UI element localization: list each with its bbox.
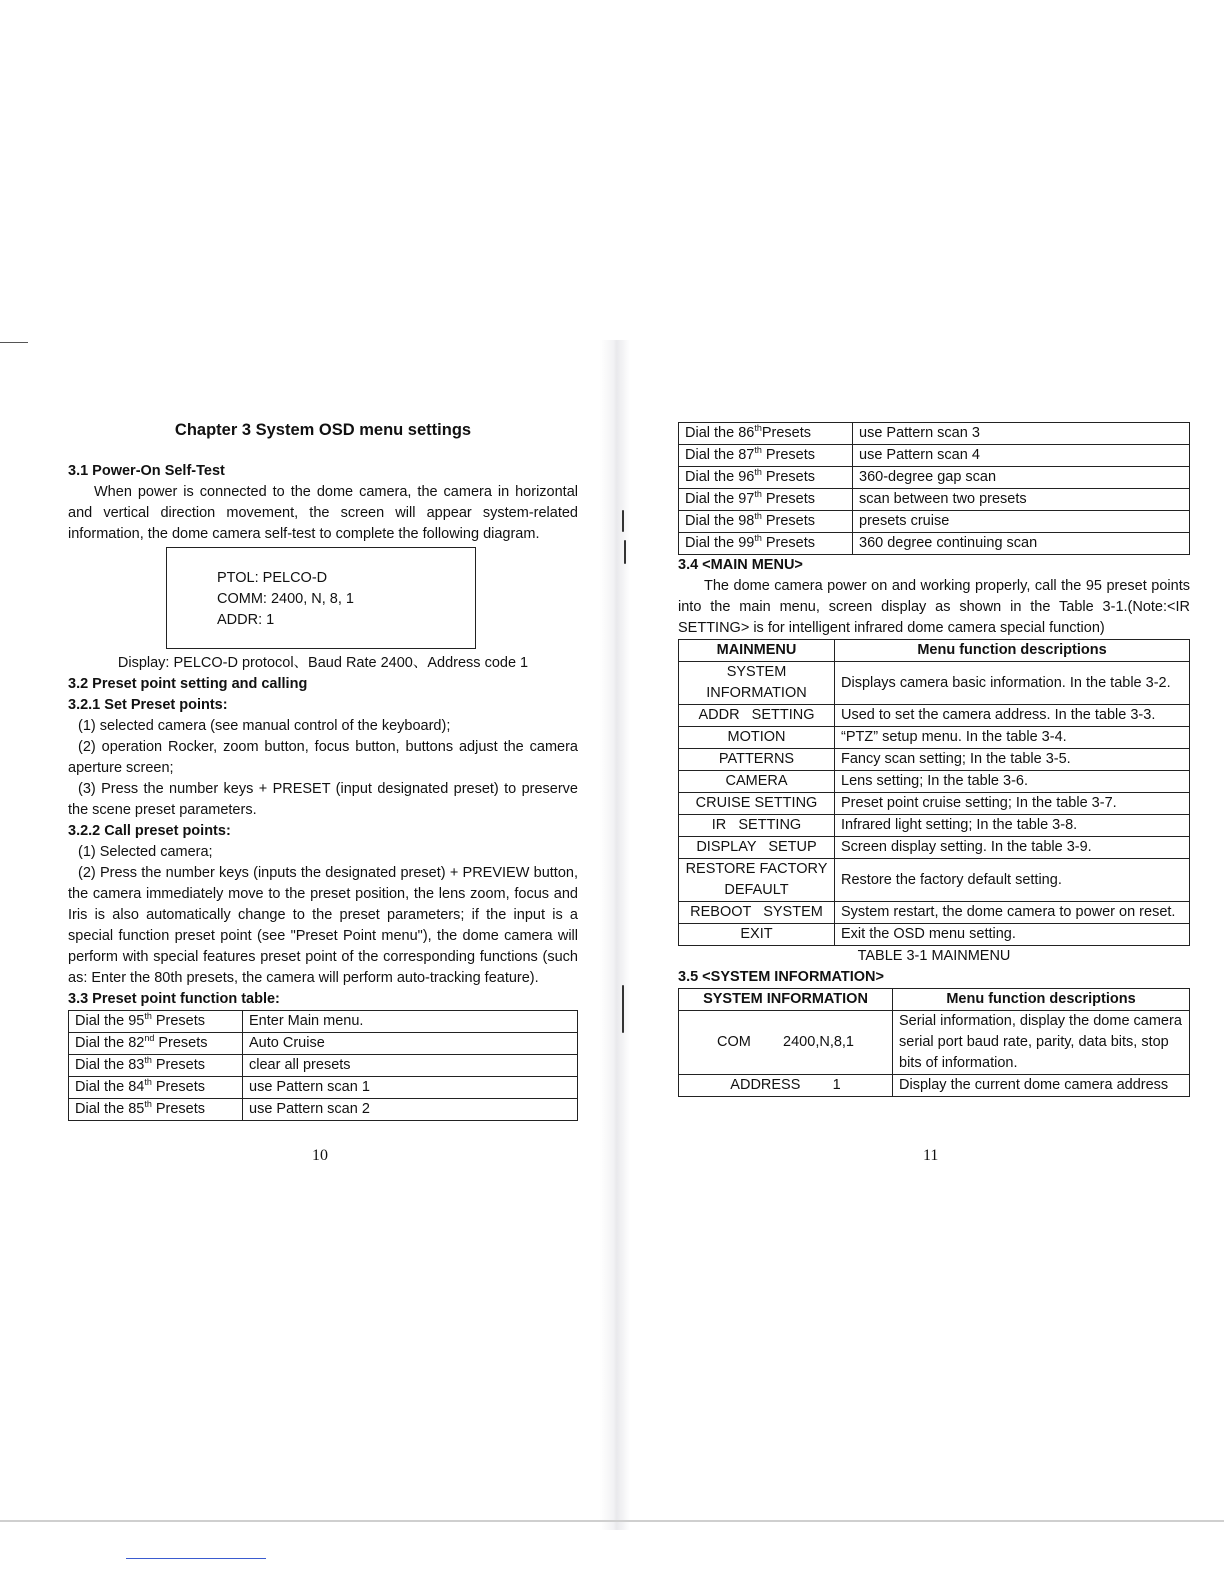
table-row [679, 511, 1190, 533]
display-caption: Display: PELCO-D protocol、Baud Rate 2400、Address code 1 [117, 655, 529, 671]
description-cell: Screen display setting. In the table 3-9. [835, 837, 1190, 859]
table-row [679, 489, 1190, 511]
table-row [679, 837, 1190, 859]
description-cell: Preset point cruise setting; In the table 3-7. [835, 793, 1190, 815]
preset-cell: Dial the 97th Presets [679, 489, 853, 511]
menu-item-cell: PATTERNS [679, 749, 835, 771]
preset-cell: Dial the 86thPresets [679, 423, 853, 445]
diagram-address: ADDR: 1 [217, 612, 275, 628]
table-row [679, 467, 1190, 489]
section-3-2-heading: 3.2 Preset point setting and calling [68, 676, 308, 692]
spine-mark [622, 510, 624, 532]
diagram-protocol: PTOL: PELCO-D [217, 570, 328, 586]
function-cell: use Pattern scan 3 [853, 423, 1190, 445]
table-row [679, 902, 1190, 924]
table-row [679, 771, 1190, 793]
table-header-row [679, 989, 1190, 1011]
info-item-cell: COM 2400,N,8,1 [679, 1011, 893, 1075]
chapter-title: Chapter 3 System OSD menu settings [174, 421, 472, 439]
description-cell: Display the current dome camera address [893, 1075, 1190, 1097]
description-cell: Exit the OSD menu setting. [835, 924, 1190, 946]
section-3-4-heading: 3.4 <MAIN MENU> [678, 557, 803, 573]
function-cell: use Pattern scan 1 [243, 1077, 578, 1099]
table-row [679, 793, 1190, 815]
info-item-cell: ADDRESS 1 [679, 1075, 893, 1097]
self-test-diagram [166, 547, 476, 649]
description-cell: Used to set the camera address. In the table 3-3. [835, 705, 1190, 727]
table-row [679, 445, 1190, 467]
list-item: (3) Press the number keys + PRESET (input designated preset) to preserve the scene preset parameters. [68, 781, 578, 818]
menu-item-cell: REBOOT SYSTEM [679, 902, 835, 924]
menu-item-cell: DISPLAY SETUP [679, 837, 835, 859]
preset-cell: Dial the 99th Presets [679, 533, 853, 555]
table-row [679, 924, 1190, 946]
menu-item-cell: MOTION [679, 727, 835, 749]
table-row [69, 1033, 578, 1055]
function-cell: Auto Cruise [243, 1033, 578, 1055]
scan-bottom-edge [0, 1520, 1224, 1522]
spine-mark [622, 985, 624, 1033]
column-header: SYSTEM INFORMATION [679, 989, 893, 1011]
function-cell: clear all presets [243, 1055, 578, 1077]
description-cell: Restore the factory default setting. [835, 859, 1190, 902]
description-cell: Serial information, display the dome camera serial port baud rate, parity, data bits, stop bits of information. [893, 1011, 1190, 1075]
table-row [679, 727, 1190, 749]
section-3-2-2-heading: 3.2.2 Call preset points: [68, 823, 231, 839]
menu-item-cell: SYSTEM INFORMATION [679, 662, 835, 705]
spine-mark [624, 540, 626, 564]
function-cell: scan between two presets [853, 489, 1190, 511]
table-header-row [679, 640, 1190, 662]
column-header: Menu function descriptions [835, 640, 1190, 662]
mainmenu-table [678, 639, 1190, 946]
function-cell: use Pattern scan 2 [243, 1099, 578, 1121]
section-3-3-heading: 3.3 Preset point function table: [68, 991, 280, 1007]
left-page [68, 420, 578, 1121]
preset-function-table-continued [678, 422, 1190, 555]
table-row [679, 423, 1190, 445]
preset-cell: Dial the 98th Presets [679, 511, 853, 533]
system-information-table [678, 988, 1190, 1097]
menu-item-cell: RESTORE FACTORY DEFAULT [679, 859, 835, 902]
menu-item-cell: EXIT [679, 924, 835, 946]
page-number: 11 [923, 1147, 939, 1164]
section-3-1-heading: 3.1 Power-On Self-Test [68, 463, 225, 479]
list-item: (1) selected camera (see manual control of the keyboard); [78, 718, 451, 734]
table-row [679, 859, 1190, 902]
description-cell: Displays camera basic information. In the table 3-2. [835, 662, 1190, 705]
preset-cell: Dial the 96th Presets [679, 467, 853, 489]
function-cell: 360 degree continuing scan [853, 533, 1190, 555]
preset-cell: Dial the 82nd Presets [69, 1033, 243, 1055]
function-cell: Enter Main menu. [243, 1011, 578, 1033]
right-page [678, 422, 1190, 1097]
table-row [679, 1011, 1190, 1075]
table-row [679, 662, 1190, 705]
preset-cell: Dial the 85th Presets [69, 1099, 243, 1121]
table-row [69, 1011, 578, 1033]
list-item: (1) Selected camera; [78, 844, 213, 860]
link-underline [126, 1558, 266, 1559]
list-item: (2) operation Rocker, zoom button, focus button, buttons adjust the camera aperture screen; [68, 739, 578, 776]
menu-item-cell: CAMERA [679, 771, 835, 793]
table-row [69, 1055, 578, 1077]
book-spine [600, 340, 630, 1530]
section-3-5-heading: 3.5 <SYSTEM INFORMATION> [678, 969, 884, 985]
column-header: MAINMENU [679, 640, 835, 662]
table-row [679, 749, 1190, 771]
section-3-1-body: When power is connected to the dome camera, the camera in horizontal and vertical direction movement, the screen will appear system-related information, the dome camera self-test to complete the following diagram. [68, 484, 578, 542]
menu-item-cell: ADDR SETTING [679, 705, 835, 727]
description-cell: Fancy scan setting; In the table 3-5. [835, 749, 1190, 771]
list-item: (2) Press the number keys (inputs the designated preset) + PREVIEW button, the camera immediately move to the preset position, the lens zoom, focus and Iris is also automatically change to the preset parameters; if the input is a special function preset point (see "Preset Point menu"), the dome camera will perform with special features preset point of the corresponding functions (such as: Enter the 80th presets, the camera will perform auto-tracking feature). [68, 865, 578, 986]
table-row [679, 533, 1190, 555]
table-caption: TABLE 3-1 MAINMENU [857, 948, 1011, 964]
function-cell: presets cruise [853, 511, 1190, 533]
preset-cell: Dial the 83th Presets [69, 1055, 243, 1077]
description-cell: Infrared light setting; In the table 3-8. [835, 815, 1190, 837]
menu-item-cell: IR SETTING [679, 815, 835, 837]
description-cell: “PTZ” setup menu. In the table 3-4. [835, 727, 1190, 749]
table-row [679, 705, 1190, 727]
preset-function-table [68, 1010, 578, 1121]
table-row [69, 1099, 578, 1121]
section-3-4-body: The dome camera power on and working properly, call the 95 preset points into the main menu, screen display as shown in the Table 3-1.(Note:<IR SETTING> is for intelligent infrared dome camera special function) [678, 578, 1190, 636]
scan-edge-mark [0, 342, 28, 343]
preset-cell: Dial the 95th Presets [69, 1011, 243, 1033]
description-cell: Lens setting; In the table 3-6. [835, 771, 1190, 793]
table-row [679, 1075, 1190, 1097]
table-row [679, 815, 1190, 837]
column-header: Menu function descriptions [893, 989, 1190, 1011]
section-3-2-1-heading: 3.2.1 Set Preset points: [68, 697, 228, 713]
description-cell: System restart, the dome camera to power on reset. [835, 902, 1190, 924]
preset-cell: Dial the 84th Presets [69, 1077, 243, 1099]
menu-item-cell: CRUISE SETTING [679, 793, 835, 815]
table-row [69, 1077, 578, 1099]
diagram-comm: COMM: 2400, N, 8, 1 [217, 591, 354, 607]
function-cell: use Pattern scan 4 [853, 445, 1190, 467]
page-number: 10 [312, 1147, 328, 1164]
function-cell: 360-degree gap scan [853, 467, 1190, 489]
preset-cell: Dial the 87th Presets [679, 445, 853, 467]
